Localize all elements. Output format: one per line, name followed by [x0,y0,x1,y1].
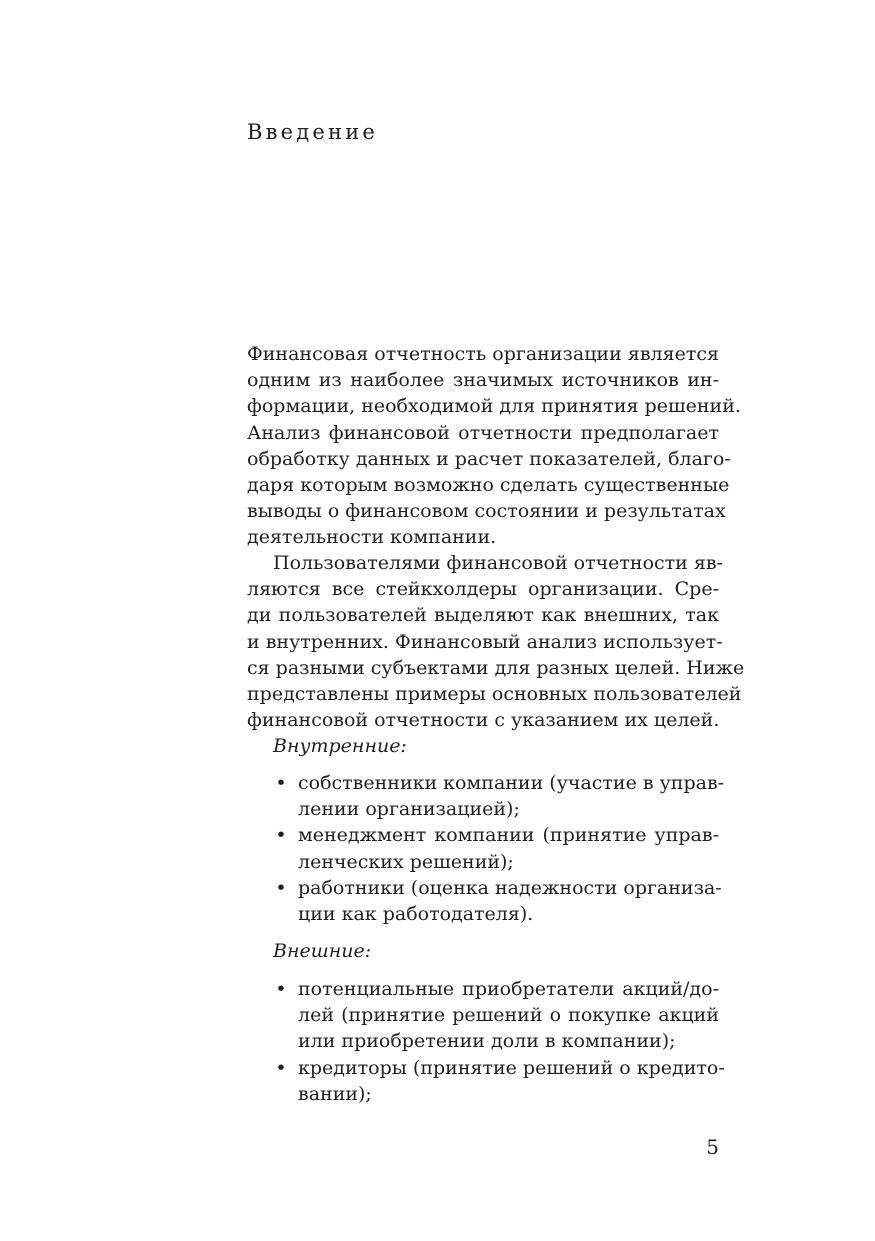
bullet-icon: • [275,1056,287,1079]
list-item [247,875,722,927]
item-line: или приобретении доли в компании); [298,1030,676,1053]
page-number: 5 [706,1135,719,1159]
item-line: ленческих решений); [298,850,514,873]
users-line: ди пользователей выделяют как внешних, так [247,604,719,627]
external-users-list [247,976,725,1107]
intro-line: одним из наиболее значимых источников ин- [247,369,719,392]
item-line: ции как работодателя). [298,902,534,925]
intro-line: деятельности компании. [247,526,497,549]
internal-users-list [247,770,725,927]
list-item [247,1055,725,1107]
list-item [247,770,725,822]
item-line: собственники компании (участие в управ- [298,772,725,794]
users-line: Пользователями финансовой отчетности яв- [273,552,723,574]
intro-line: выводы о финансовом состоянии и результатах [247,500,726,523]
intro-line: формации, необходимой для принятия решений. [247,395,741,418]
external-users-heading: Внешние: [273,940,372,962]
intro-line: даря которым возможно сделать существенные [247,473,730,496]
users-line: ляются все стейкхолдеры организации. Сре- [247,578,719,601]
intro-line: Анализ финансовой отчетности предполагает [247,421,719,444]
intro-line: Финансовая отчетность организации является [247,343,719,365]
bullet-icon: • [275,824,287,847]
page-title: Введение [247,120,379,144]
list-item [247,976,719,1055]
intro-paragraph [247,341,741,551]
users-paragraph [247,550,745,733]
users-line: представлены примеры основных пользователей [247,682,742,705]
intro-line: обработку данных и расчет показателей, благо- [247,447,731,470]
users-line: финансовой отчетности с указанием их целей. [247,709,720,732]
item-line: лей (принятие решений о покупке акций [298,1004,719,1027]
internal-users-heading: Внутренние: [273,735,407,757]
item-line: кредиторы (принятие решений о кредито- [298,1056,725,1079]
item-line: лении организацией); [298,798,520,821]
bullet-icon: • [275,978,287,1000]
list-item [247,822,719,874]
bullet-icon: • [275,876,287,899]
users-line: ся разными субъектами для разных целей. Ниже [247,656,745,679]
item-line: работники (оценка надежности организа- [298,876,722,899]
users-line: и внутренних. Финансовый анализ используeт- [247,630,723,653]
item-line: менеджмент компании (принятие управ- [298,824,719,847]
item-line: вании); [298,1082,372,1105]
bullet-icon: • [275,772,287,794]
item-line: потенциальные приобретатели акций/до- [298,978,719,1000]
